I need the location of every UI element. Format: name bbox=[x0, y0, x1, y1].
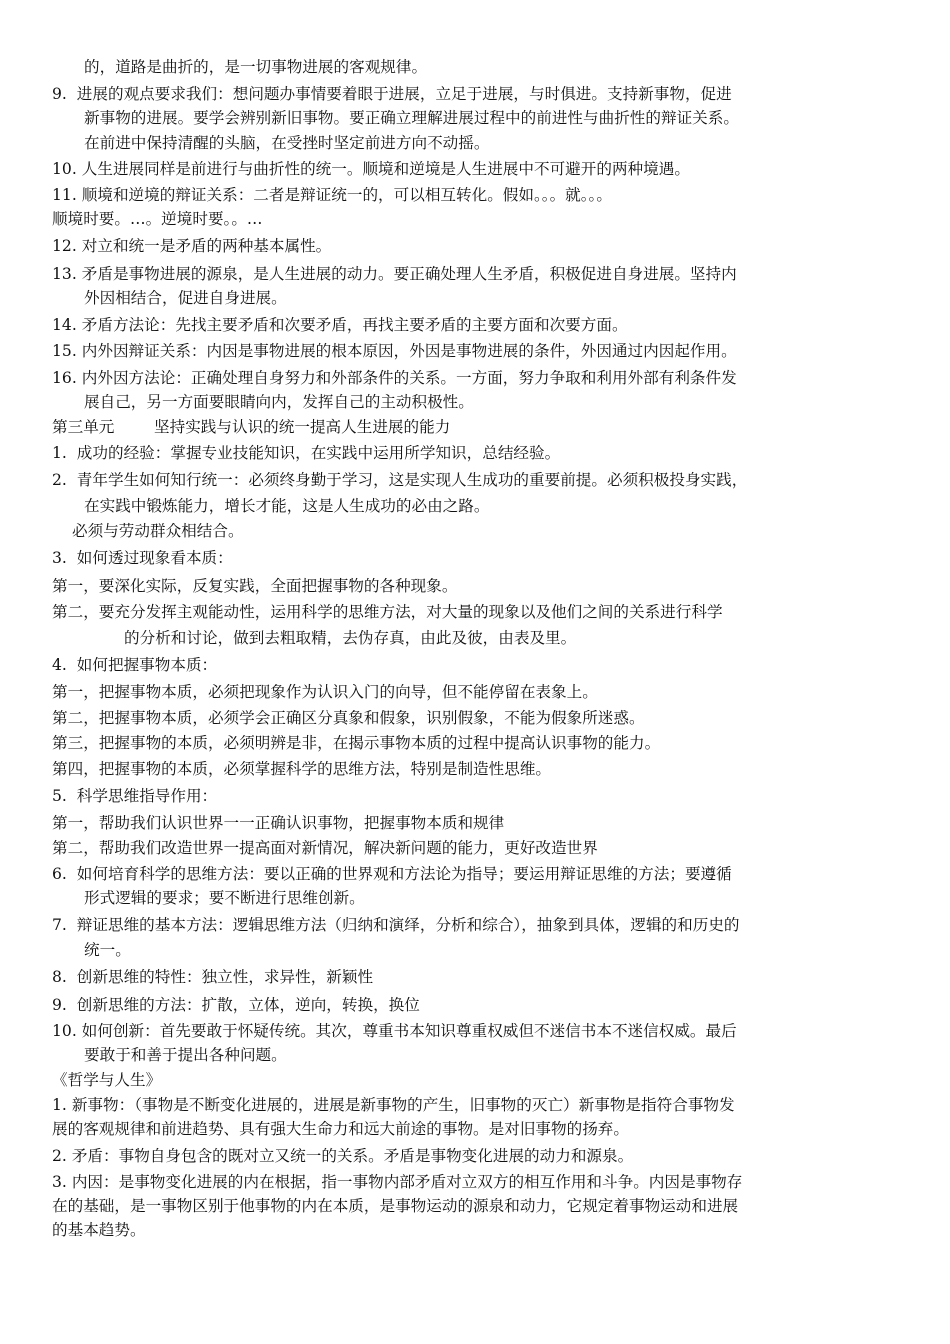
text-line: 2. 矛盾：事物自身包含的既对立又统一的关系。矛盾是事物变化进展的动力和源泉。 bbox=[52, 1147, 634, 1165]
text-line: 1. 新事物：（事物是不断变化进展的，进展是新事物的产生，旧事物的灭亡）新事物是指符合事物发 bbox=[52, 1096, 735, 1114]
text-line: 7. 辩证思维的基本方法：逻辑思维方法（归纳和演绎，分析和综合），抽象到具体，逻辑的和历史的 bbox=[52, 916, 740, 934]
text-line: 5. 科学思维指导作用： bbox=[52, 787, 218, 805]
text-line: 11. 顺境和逆境的辩证关系：二者是辩证统一的，可以相互转化。假如。。。就。。。 bbox=[52, 186, 612, 204]
text-line: 16. 内外因方法论：正确处理自身努力和外部条件的关系。一方面，努力争取和利用外部有利条件发 bbox=[52, 369, 737, 387]
text-line: 3. 内因：是事物变化进展的内在根据，指一事物内部矛盾对立双方的相互作用和斗争。内因是事物存 bbox=[52, 1173, 743, 1191]
text-line: 在前进中保持清醒的头脑，在受挫时坚定前进方向不动摇。 bbox=[84, 134, 490, 152]
text-line: 第二，要充分发挥主观能动性，运用科学的思维方法，对大量的现象以及他们之间的关系进行科学 bbox=[52, 603, 723, 621]
text-line: 展的客观规律和前进趋势、具有强大生命力和远大前途的事物。是对旧事物的扬弃。 bbox=[52, 1120, 629, 1138]
text-line: 第四，把握事物的本质，必须掌握科学的思维方法，特别是制造性思维。 bbox=[52, 760, 552, 778]
text-line: 的分析和讨论，做到去粗取精，去伪存真，由此及彼，由表及里。 bbox=[124, 629, 577, 647]
section-heading: 《哲学与人生》 bbox=[52, 1071, 162, 1089]
text-line: 第三，把握事物的本质，必须明辨是非，在揭示事物本质的过程中提高认识事物的能力。 bbox=[52, 734, 661, 752]
text-line: 新事物的进展。要学会辨别新旧事物。要正确立理解进展过程中的前进性与曲折性的辩证关系。 bbox=[84, 109, 739, 127]
text-line: 1. 成功的经验：掌握专业技能知识，在实践中运用所学知识，总结经验。 bbox=[52, 444, 561, 462]
text-line: 的，道路是曲折的，是一切事物进展的客观规律。 bbox=[84, 58, 428, 76]
text-line: 第一，把握事物本质，必须把现象作为认识入门的向导，但不能停留在表象上。 bbox=[52, 683, 598, 701]
text-line: 第二，帮助我们改造世界一提高面对新情况，解决新问题的能力，更好改造世界 bbox=[52, 839, 598, 857]
text-line: 必须与劳动群众相结合。 bbox=[72, 522, 244, 540]
text-line: 的基本趋势。 bbox=[52, 1221, 146, 1239]
text-line: 3. 如何透过现象看本质： bbox=[52, 549, 233, 567]
text-line: 要敢于和善于提出各种问题。 bbox=[84, 1046, 287, 1064]
text-line: 4. 如何把握事物本质： bbox=[52, 656, 218, 674]
text-line: 9. 创新思维的方法：扩散，立体，逆向，转换，换位 bbox=[52, 996, 420, 1014]
text-line: 9. 进展的观点要求我们：想问题办事情要着眼于进展，立足于进展，与时俱进。支持新事物，促进 bbox=[52, 85, 732, 103]
text-line: 在的基础，是一事物区别于他事物的内在本质，是事物运动的源泉和动力，它规定着事物运动和进展 bbox=[52, 1197, 739, 1215]
text-line: 12. 对立和统一是矛盾的两种基本属性。 bbox=[52, 237, 332, 255]
text-line: 第一，帮助我们认识世界一一正确认识事物，把握事物本质和规律 bbox=[52, 814, 505, 832]
text-line: 第二，把握事物本质，必须学会正确区分真象和假象，识别假象，不能为假象所迷惑。 bbox=[52, 709, 645, 727]
text-line: 外因相结合，促进自身进展。 bbox=[84, 289, 287, 307]
section-heading: 第三单元 坚持实践与认识的统一提高人生进展的能力 bbox=[52, 418, 451, 436]
text-line: 8. 创新思维的特性：独立性，求异性，新颖性 bbox=[52, 968, 374, 986]
text-line: 10. 如何创新：首先要敢于怀疑传统。其次，尊重书本知识尊重权威但不迷信书本不迷信权威。最后 bbox=[52, 1022, 737, 1040]
text-line: 第一，要深化实际，反复实践，全面把握事物的各种现象。 bbox=[52, 577, 458, 595]
text-line: 6. 如何培育科学的思维方法：要以正确的世界观和方法论为指导；要运用辩证思维的方法；要遵循 bbox=[52, 865, 732, 883]
text-line: 在实践中锻炼能力，增长才能，这是人生成功的必由之路。 bbox=[84, 497, 490, 515]
text-line: 2. 青年学生如何知行统一：必须终身勤于学习，这是实现人生成功的重要前提。必须积极投身实践， bbox=[52, 471, 748, 489]
text-line: 13. 矛盾是事物进展的源泉，是人生进展的动力。要正确处理人生矛盾，积极促进自身进展。坚持内 bbox=[52, 265, 737, 283]
text-line: 14. 矛盾方法论：先找主要矛盾和次要矛盾，再找主要矛盾的主要方面和次要方面。 bbox=[52, 316, 628, 334]
text-line: 15. 内外因辩证关系：内因是事物进展的根本原因，外因是事物进展的条件，外因通过内因起作用。 bbox=[52, 342, 737, 360]
text-line: 顺境时要。…。逆境时要。。… bbox=[52, 210, 263, 228]
text-line: 展自己，另一方面要眼睛向内，发挥自己的主动积极性。 bbox=[84, 393, 474, 411]
text-line: 统一。 bbox=[84, 941, 131, 959]
text-line: 10. 人生进展同样是前进行与曲折性的统一。顺境和逆境是人生进展中不可避开的两种境遇。 bbox=[52, 160, 690, 178]
text-line: 形式逻辑的要求；要不断进行思维创新。 bbox=[84, 889, 365, 907]
